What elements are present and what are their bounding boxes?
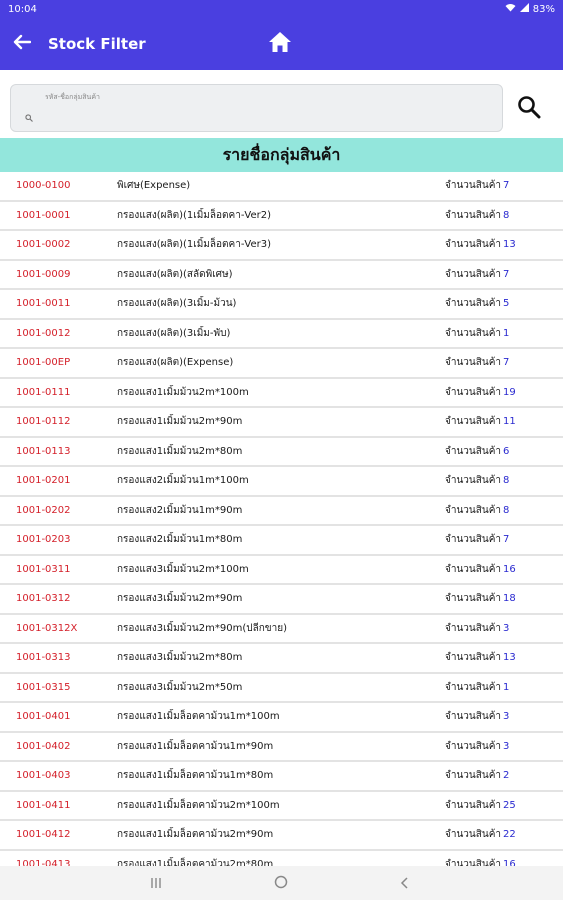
item-count-label: จำนวนสินค้า	[445, 770, 502, 782]
item-count: 7	[503, 180, 510, 192]
group-code: 1001-0411	[16, 799, 71, 811]
group-code: 1001-0011	[16, 298, 71, 310]
item-count: 16	[503, 563, 516, 575]
group-name: กรองแสง3เมิ้มม้วน2m*100m	[117, 563, 249, 575]
group-name: กรองแสง1เมิ้มม้วน2m*100m	[117, 386, 249, 398]
item-count-label: จำนวนสินค้า	[445, 652, 502, 664]
item-count: 16	[503, 858, 516, 866]
wifi-icon	[505, 3, 516, 15]
group-code: 1001-0113	[16, 445, 71, 457]
item-count-label: จำนวนสินค้า	[445, 593, 502, 605]
group-code: 1001-0201	[16, 475, 71, 487]
status-time: 10:04	[8, 3, 37, 15]
status-indicators	[505, 3, 555, 15]
list-item[interactable]	[0, 703, 563, 733]
item-count: 1	[503, 327, 510, 339]
group-code: 1001-0202	[16, 504, 71, 516]
list-item[interactable]	[0, 556, 563, 586]
back-button[interactable]	[0, 18, 44, 70]
group-name: กรองแสง(ผลิต)(1เมิ้มล็อตคา-Ver3)	[117, 239, 272, 251]
group-code: 1001-0002	[16, 239, 71, 251]
item-count: 22	[503, 829, 516, 841]
group-name: กรองแสง1เมิ้มล็อตคาม้วน1m*90m	[117, 740, 274, 752]
item-count-label: จำนวนสินค้า	[445, 622, 502, 634]
item-count-label: จำนวนสินค้า	[445, 740, 502, 752]
item-count-label: จำนวนสินค้า	[445, 386, 502, 398]
item-count: 3	[503, 740, 510, 752]
list-item[interactable]	[0, 497, 563, 527]
list-item[interactable]	[0, 762, 563, 792]
group-name: กรองแสง(ผลิต)(3เมิ้ม-ม้วน)	[117, 298, 237, 310]
group-code: 1001-0313	[16, 652, 71, 664]
list-item[interactable]	[0, 379, 563, 409]
list-item[interactable]	[0, 231, 563, 261]
item-count-label: จำนวนสินค้า	[445, 327, 502, 339]
nav-home-icon	[274, 874, 288, 893]
item-count-label: จำนวนสินค้า	[445, 829, 502, 841]
list-item[interactable]	[0, 349, 563, 379]
list-item[interactable]	[0, 438, 563, 468]
list-item[interactable]	[0, 821, 563, 851]
group-name: กรองแสง1เมิ้มล็อตคาม้วน1m*80m	[117, 770, 274, 782]
arrow-back-icon	[13, 34, 31, 54]
item-count: 5	[503, 298, 510, 310]
recents-icon	[150, 874, 162, 893]
search-field-label: รหัส-ชื่อกลุ่มสินค้า	[45, 93, 100, 101]
item-count-label: จำนวนสินค้า	[445, 357, 502, 369]
list-item[interactable]	[0, 733, 563, 763]
item-count: 7	[503, 534, 510, 546]
nav-back-button[interactable]	[395, 874, 415, 892]
item-count: 7	[503, 268, 510, 280]
item-count-label: จำนวนสินค้า	[445, 681, 502, 693]
item-count: 25	[503, 799, 516, 811]
search-icon	[517, 95, 541, 123]
item-count: 19	[503, 386, 516, 398]
item-count-label: จำนวนสินค้า	[445, 239, 502, 251]
item-count: 11	[503, 416, 516, 428]
group-name: กรองแสง2เมิ้มม้วน1m*80m	[117, 534, 243, 546]
group-code: 1001-0009	[16, 268, 71, 280]
group-code: 1001-0312X	[16, 622, 78, 634]
group-code: 1001-0403	[16, 770, 71, 782]
search-small-icon	[25, 107, 33, 126]
signal-icon	[520, 3, 529, 15]
item-count-label: จำนวนสินค้า	[445, 858, 502, 866]
home-icon	[268, 31, 292, 57]
item-count-label: จำนวนสินค้า	[445, 504, 502, 516]
group-code: 1001-0412	[16, 829, 71, 841]
home-button[interactable]	[266, 31, 294, 57]
group-name: กรองแสง1เมิ้มล็อตคาม้วน2m*90m	[117, 829, 274, 841]
item-count-label: จำนวนสินค้า	[445, 298, 502, 310]
group-name: กรองแสง(ผลิต)(สลัดพิเศษ)	[117, 268, 233, 280]
item-count: 6	[503, 445, 510, 457]
group-name: กรองแสง1เมิ้มล็อตคาม้วน1m*100m	[117, 711, 280, 723]
list-item[interactable]	[0, 792, 563, 822]
search-button[interactable]	[512, 92, 546, 126]
group-code: 1001-00EP	[16, 357, 71, 369]
group-name: กรองแสง(ผลิต)(3เมิ้ม-พับ)	[117, 327, 231, 339]
group-code: 1001-0311	[16, 563, 71, 575]
group-name: กรองแสง1เมิ้มม้วน2m*90m	[117, 416, 243, 428]
item-count-label: จำนวนสินค้า	[445, 711, 502, 723]
item-count-label: จำนวนสินค้า	[445, 534, 502, 546]
navigation-bar	[0, 866, 563, 900]
item-count-label: จำนวนสินค้า	[445, 268, 502, 280]
item-count-label: จำนวนสินค้า	[445, 416, 502, 428]
group-name: กรองแสง3เมิ้มม้วน2m*50m	[117, 681, 243, 693]
page-title: Stock Filter	[48, 35, 146, 53]
recents-button[interactable]	[146, 874, 166, 892]
list-item[interactable]	[0, 172, 563, 202]
group-name: กรองแสง3เมิ้มม้วน2m*80m	[117, 652, 243, 664]
group-name: กรองแสง(ผลิต)(1เมิ้มล็อตคา-Ver2)	[117, 209, 272, 221]
group-code: 1001-0401	[16, 711, 71, 723]
list-item[interactable]	[0, 851, 563, 867]
group-code: 1001-0312	[16, 593, 71, 605]
list-item[interactable]	[0, 202, 563, 232]
nav-home-button[interactable]	[271, 874, 291, 892]
group-name: พิเศษ(Expense)	[117, 180, 191, 192]
list-item[interactable]	[0, 585, 563, 615]
group-name: กรองแสง2เมิ้มม้วน1m*90m	[117, 504, 243, 516]
group-code: 1001-0111	[16, 386, 71, 398]
list-item[interactable]	[0, 467, 563, 497]
list-item[interactable]	[0, 615, 563, 645]
item-count-label: จำนวนสินค้า	[445, 799, 502, 811]
item-count: 8	[503, 475, 510, 487]
group-code: 1001-0315	[16, 681, 71, 693]
section-title: รายชื่อกลุ่มสินค้า	[222, 144, 341, 164]
group-code: 1001-0203	[16, 534, 71, 546]
item-count: 7	[503, 357, 510, 369]
item-count-label: จำนวนสินค้า	[445, 209, 502, 221]
item-count: 2	[503, 770, 510, 782]
list-item[interactable]	[0, 290, 563, 320]
list-item[interactable]	[0, 408, 563, 438]
item-count: 13	[503, 652, 516, 664]
battery-percent: 83%	[532, 3, 555, 15]
group-name: กรองแสง3เมิ้มม้วน2m*90m	[117, 593, 243, 605]
item-count: 8	[503, 209, 510, 221]
section-header	[0, 138, 563, 172]
group-code: 1001-0001	[16, 209, 71, 221]
group-name: กรองแสง1เมิ้มม้วน2m*80m	[117, 445, 243, 457]
search-input[interactable]	[33, 103, 493, 125]
group-code: 1001-0413	[16, 858, 71, 866]
group-name: กรองแสง3เมิ้มม้วน2m*90m(ปลีกขาย)	[117, 622, 287, 634]
status-bar	[0, 0, 563, 18]
item-count: 3	[503, 622, 510, 634]
product-group-list[interactable]	[0, 172, 563, 866]
group-name: กรองแสง1เมิ้มล็อตคาม้วน2m*80m	[117, 858, 274, 866]
item-count-label: จำนวนสินค้า	[445, 563, 502, 575]
item-count: 18	[503, 593, 516, 605]
item-count-label: จำนวนสินค้า	[445, 180, 502, 192]
group-code: 1001-0112	[16, 416, 71, 428]
group-code: 1000-0100	[16, 180, 71, 192]
list-item[interactable]	[0, 526, 563, 556]
item-count: 3	[503, 711, 510, 723]
item-count: 8	[503, 504, 510, 516]
search-row	[0, 70, 563, 138]
item-count: 13	[503, 239, 516, 251]
item-count: 1	[503, 681, 510, 693]
list-item[interactable]	[0, 674, 563, 704]
app-bar	[0, 18, 563, 70]
item-count-label: จำนวนสินค้า	[445, 475, 502, 487]
search-field[interactable]	[10, 84, 503, 132]
list-item[interactable]	[0, 261, 563, 291]
list-item[interactable]	[0, 320, 563, 350]
group-name: กรองแสง2เมิ้มม้วน1m*100m	[117, 475, 249, 487]
list-item[interactable]	[0, 644, 563, 674]
group-code: 1001-0012	[16, 327, 71, 339]
item-count-label: จำนวนสินค้า	[445, 445, 502, 457]
group-name: กรองแสง(ผลิต)(Expense)	[117, 357, 234, 369]
group-code: 1001-0402	[16, 740, 71, 752]
group-name: กรองแสง1เมิ้มล็อตคาม้วน2m*100m	[117, 799, 280, 811]
nav-back-icon	[400, 874, 410, 893]
